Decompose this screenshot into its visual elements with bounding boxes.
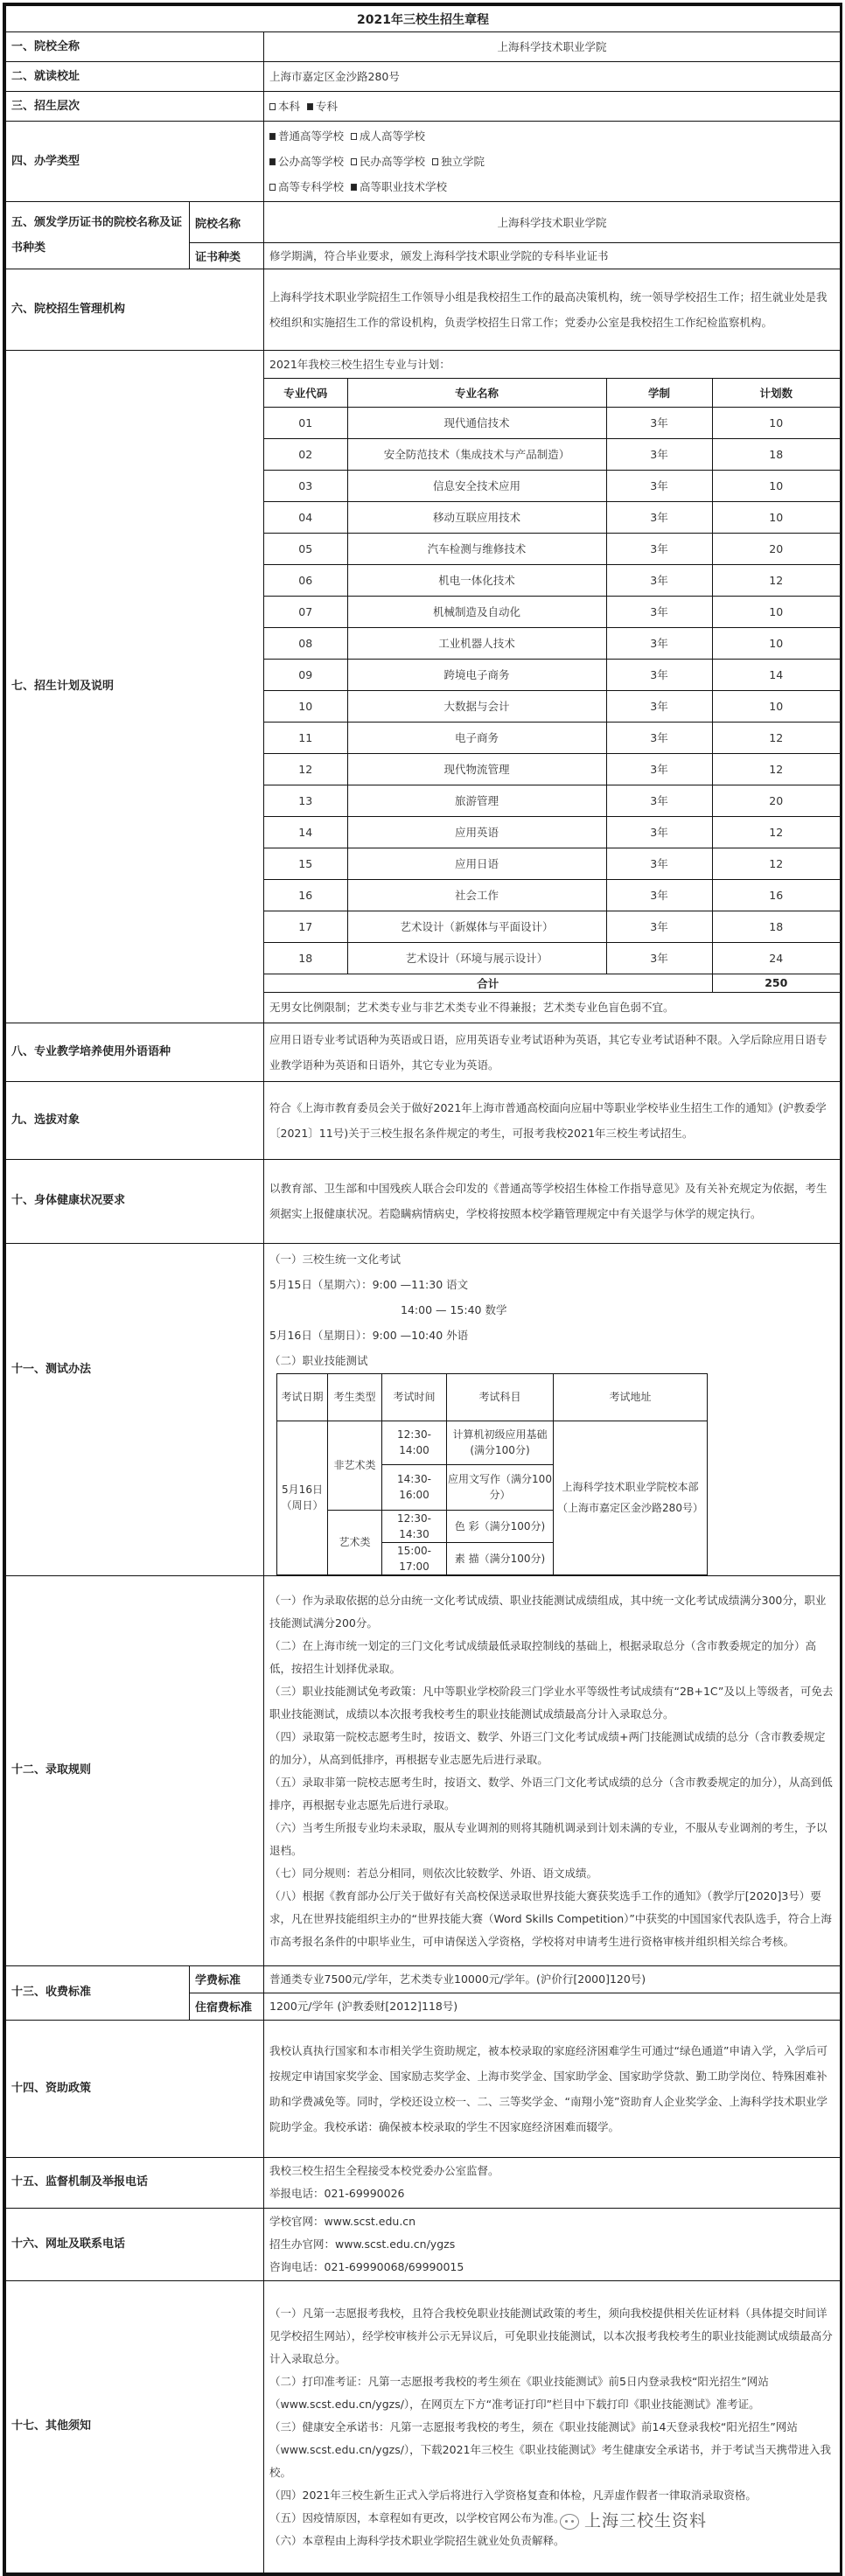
section-5-row-a [6, 202, 841, 243]
rule-item: （五）录取非第一院校志愿考生时，按语文、数学、外语三门文化考试成绩的总分（含市教委规定的加分），从高到低排序，再根据专业志愿先后进行录取。 [269, 1776, 833, 1812]
management-body-text: 上海科学技术职业学院招生工作领导小组是我校招生工作的最高决策机构，统一领导学校招生工作；招生就业处是我校组织和实施招生工作的常设机构，负责学校招生日常工作；党委办公室是我校招生工作纪检监察机构。 [264, 269, 841, 351]
section-7-row [6, 351, 841, 1023]
study-length: 3年 [606, 753, 712, 785]
plan-row [264, 879, 840, 911]
exam-day-1: 5月15日（星期六）：9:00 —11:30 语文 [269, 1277, 469, 1291]
candidate-type: 非艺术类 [328, 1421, 382, 1510]
major-name: 艺术设计（新媒体与平面设计） [347, 911, 606, 942]
plan-count: 24 [712, 942, 840, 974]
exam-day-2: 5月16日（星期日）：9:00 —10:40 外语 [269, 1328, 469, 1342]
total-label: 合计 [264, 974, 712, 992]
plan-count: 10 [712, 690, 840, 722]
admission-charter-document [3, 3, 842, 2576]
major-name: 机械制造及自动化 [347, 596, 606, 627]
plan-count: 12 [712, 848, 840, 879]
study-length: 3年 [606, 942, 712, 974]
checkbox-option: 独立学院 [432, 155, 485, 168]
plan-count: 10 [712, 596, 840, 627]
section-label: 十一、测试办法 [6, 1243, 264, 1575]
major-code: 08 [264, 627, 347, 659]
rule-item: （二）在上海市统一划定的三门文化考试成绩最低录取控制线的基础上，根据录取总分（含市教委规定的加分）高低，按招生计划择优录取。 [269, 1639, 817, 1675]
checkbox-icon [351, 133, 357, 140]
option-line [269, 149, 835, 174]
section-1-row [6, 32, 841, 62]
study-length: 3年 [606, 690, 712, 722]
study-length: 3年 [606, 848, 712, 879]
section-13-row-a [6, 1965, 841, 1993]
option-line [269, 123, 835, 149]
checkbox-option: 民办高等学校 [351, 155, 425, 168]
section-11-row [6, 1243, 841, 1575]
major-code: 09 [264, 659, 347, 690]
plan-count: 10 [712, 407, 840, 438]
column-header: 考试时间 [382, 1373, 447, 1421]
rule-item: （一）作为录取依据的总分由统一文化考试成绩、职业技能测试成绩组成，其中统一文化考试成绩满分300分，职业技能测试满分200分。 [269, 1594, 827, 1630]
section-label: 十四、资助政策 [6, 2020, 264, 2157]
section-label: 八、专业教学培养使用外语语种 [6, 1023, 264, 1081]
plan-count: 10 [712, 501, 840, 533]
plan-row [264, 753, 840, 785]
plan-count: 12 [712, 564, 840, 596]
study-length: 3年 [606, 879, 712, 911]
major-name: 艺术设计（环境与展示设计） [347, 942, 606, 974]
section-9-row [6, 1081, 841, 1159]
rule-item: （三）职业技能测试免考政策：凡中等职业学校阶段三门学业水平等级性考试成绩有“2B+1C”及以上等级者，可免去职业技能测试，成绩以本次报考我校考生的职业技能测试成绩最高分计入录取总分。 [269, 1685, 834, 1721]
plan-row [264, 659, 840, 690]
major-name: 现代物流管理 [347, 753, 606, 785]
enrollment-plan-cell [264, 351, 841, 1023]
section-3-row [6, 92, 841, 122]
total-value: 250 [712, 974, 840, 992]
title-row [6, 6, 841, 32]
major-name: 机电一体化技术 [347, 564, 606, 596]
column-header: 考试科目 [447, 1373, 554, 1421]
plan-row [264, 911, 840, 942]
checkbox-icon [432, 158, 438, 165]
study-length: 3年 [606, 564, 712, 596]
major-code: 11 [264, 722, 347, 753]
major-code: 05 [264, 533, 347, 564]
major-name: 跨境电子商务 [347, 659, 606, 690]
checkbox-icon [307, 103, 313, 110]
financial-aid-text: 我校认真执行国家和本市相关学生资助规定，被本校录取的家庭经济困难学生可通过“绿色通道”申请入学，入学后可按规定申请国家奖学金、国家励志奖学金、上海市奖学金、国家助学金、国家助学贷款、勤工助学岗位、特殊困难补助和学费减免等。同时，学校还设立校一、二、三等奖学金、“南翔小笼”资助育人企业奖学金、上海科学技术职业学院助学金。我校承诺：确保被本校录取的学生不因家庭经济困难而辍学。 [264, 2020, 841, 2157]
study-length: 3年 [606, 470, 712, 501]
column-header: 考试地址 [554, 1373, 708, 1421]
major-code: 12 [264, 753, 347, 785]
plan-count: 18 [712, 911, 840, 942]
checkbox-option: 高等专科学校 [269, 180, 344, 193]
enrollment-plan-table [264, 379, 840, 993]
plan-row [264, 722, 840, 753]
tuition-value: 普通类专业7500元/学年，艺术类专业10000元/学年。(沪价行[2000]120号) [264, 1965, 841, 1993]
plan-header-row [264, 379, 840, 407]
checkbox-icon [269, 133, 276, 140]
exam-day-1-afternoon: 14:00 — 15:40 数学 [401, 1302, 507, 1316]
sub-label: 证书种类 [190, 243, 264, 269]
plan-count: 12 [712, 722, 840, 753]
study-length: 3年 [606, 659, 712, 690]
section-10-row [6, 1159, 841, 1243]
major-name: 应用英语 [347, 816, 606, 848]
checkbox-option: 本科 [269, 100, 300, 113]
exam-method-cell [264, 1243, 841, 1575]
plan-row [264, 942, 840, 974]
issuing-school-name: 上海科学技术职业学院 [264, 202, 841, 243]
section-label: 十、身体健康状况要求 [6, 1159, 264, 1243]
major-code: 02 [264, 438, 347, 470]
contact-info [264, 2208, 841, 2280]
study-length: 3年 [606, 407, 712, 438]
section-4-row [6, 122, 841, 202]
major-code: 18 [264, 942, 347, 974]
column-header: 考试日期 [277, 1373, 328, 1421]
major-name: 电子商务 [347, 722, 606, 753]
page-title: 2021年三校生招生章程 [6, 6, 841, 32]
school-full-name: 上海科学技术职业学院 [264, 32, 841, 62]
major-name: 工业机器人技术 [347, 627, 606, 659]
checkbox-icon [269, 103, 276, 110]
eligibility-text: 符合《上海市教育委员会关于做好2021年上海市普通高校面向应届中等职业学校毕业生招生工作的通知》(沪教委学〔2021〕11号)关于三校生报名条件规定的考生，可报考我校2021年三校生考试招生。 [264, 1081, 841, 1159]
column-header: 考生类型 [328, 1373, 382, 1421]
major-code: 17 [264, 911, 347, 942]
major-code: 06 [264, 564, 347, 596]
section-label: 十七、其他须知 [6, 2280, 264, 2573]
study-length: 3年 [606, 501, 712, 533]
exam-address: 上海科学技术职业学院校本部（上海市嘉定区金沙路280号） [554, 1421, 708, 1574]
admission-rules [264, 1575, 841, 1965]
column-header: 学制 [606, 379, 712, 407]
checkbox-option: 高等职业技术学校 [351, 180, 447, 193]
column-header: 计划数 [712, 379, 840, 407]
section-label: 十六、网址及联系电话 [6, 2208, 264, 2280]
column-header: 专业代码 [264, 379, 347, 407]
exam-time: 12:30-14:00 [382, 1421, 447, 1464]
section-2-row [6, 62, 841, 92]
major-name: 汽车检测与维修技术 [347, 533, 606, 564]
plan-row [264, 501, 840, 533]
exam-date: 5月16日（周日） [277, 1421, 328, 1574]
plan-row [264, 438, 840, 470]
major-name: 社会工作 [347, 879, 606, 911]
major-code: 03 [264, 470, 347, 501]
major-code: 13 [264, 785, 347, 816]
checkbox-icon [269, 158, 276, 165]
plan-row [264, 785, 840, 816]
plan-count: 20 [712, 785, 840, 816]
certificate-type: 修学期满，符合毕业要求，颁发上海科学技术职业学院的专科毕业证书 [264, 243, 841, 269]
section-14-row [6, 2020, 841, 2157]
checkbox-option: 成人高等学校 [351, 129, 425, 143]
plan-row [264, 627, 840, 659]
other-notices [264, 2280, 841, 2573]
plan-row [264, 596, 840, 627]
section-label: 四、办学类型 [6, 122, 264, 202]
section-label: 三、招生层次 [6, 92, 264, 122]
study-length: 3年 [606, 722, 712, 753]
major-name: 安全防范技术（集成技术与产品制造） [347, 438, 606, 470]
rule-item: （七）同分规则：若总分相同，则依次比较数学、外语、语文成绩。 [269, 1867, 598, 1880]
candidate-type: 艺术类 [328, 1510, 382, 1574]
exam-time: 15:00-17:00 [382, 1542, 447, 1574]
study-length: 3年 [606, 627, 712, 659]
major-code: 04 [264, 501, 347, 533]
section-17-row [6, 2280, 841, 2573]
section-6-row [6, 269, 841, 351]
exam-header-row [277, 1373, 708, 1421]
major-name: 大数据与会计 [347, 690, 606, 722]
section-label: 七、招生计划及说明 [6, 351, 264, 1023]
plan-count: 10 [712, 470, 840, 501]
plan-row [264, 848, 840, 879]
skills-test-title: （二）职业技能测试 [269, 1353, 368, 1367]
notice-item: （二）打印准考证：凡第一志愿报考我校的考生须在《职业技能测试》前5日内登录我校“阳光招生”网站（www.scst.edu.cn/ygzs/），在网页左下方“准考证打印”栏目中下载打印《职业技能测试》准考证。 [269, 2374, 769, 2411]
study-length: 3年 [606, 911, 712, 942]
plan-count: 12 [712, 816, 840, 848]
exam-subject: 应用文写作（满分100分） [447, 1464, 554, 1510]
study-length: 3年 [606, 785, 712, 816]
major-name: 信息安全技术应用 [347, 470, 606, 501]
checkbox-icon [269, 184, 276, 191]
checkbox-option: 普通高等学校 [269, 129, 344, 143]
major-code: 10 [264, 690, 347, 722]
section-label: 一、院校全称 [6, 32, 264, 62]
section-label: 二、就读校址 [6, 62, 264, 92]
major-code: 07 [264, 596, 347, 627]
major-code: 15 [264, 848, 347, 879]
plan-count: 14 [712, 659, 840, 690]
report-phone: 举报电话：021-69990026 [269, 2187, 405, 2200]
exam-time: 14:30-16:00 [382, 1464, 447, 1510]
column-header: 专业名称 [347, 379, 606, 407]
notice-item: （三）健康安全承诺书：凡第一志愿报考我校的考生，须在《职业技能测试》前14天登录我校“阳光招生”网站（www.scst.edu.cn/ygzs/），下载2021年三校生《职业技能测试》考生健康安全承诺书，并于考试当天携带进入我校。 [269, 2419, 831, 2479]
study-length: 3年 [606, 438, 712, 470]
major-name: 应用日语 [347, 848, 606, 879]
checkbox-option: 专科 [307, 100, 338, 113]
charter-table [5, 5, 841, 2573]
school-website-link[interactable]: 学校官网：www.scst.edu.cn [269, 2214, 416, 2228]
section-label: 十二、录取规则 [6, 1575, 264, 1965]
notice-item: （四）2021年三校生新生正式入学后将进行入学资格复查和体检，凡弄虚作假者一律取消录取资格。 [269, 2488, 757, 2502]
exam-time: 12:30-14:30 [382, 1510, 447, 1542]
section-label: 六、院校招生管理机构 [6, 269, 264, 351]
admissions-website-link[interactable]: 招生办官网：www.scst.edu.cn/ygzs [269, 2237, 456, 2251]
section-label: 九、选拔对象 [6, 1081, 264, 1159]
plan-row [264, 564, 840, 596]
plan-row [264, 533, 840, 564]
section-15-row [6, 2157, 841, 2208]
major-name: 旅游管理 [347, 785, 606, 816]
level-options [264, 92, 841, 122]
school-type-options [264, 122, 841, 202]
plan-row [264, 690, 840, 722]
exam-subject: 色 彩（满分100分) [447, 1510, 554, 1542]
supervision-info [264, 2157, 841, 2208]
section-label: 十五、监督机制及举报电话 [6, 2157, 264, 2208]
major-code: 14 [264, 816, 347, 848]
major-code: 16 [264, 879, 347, 911]
language-text: 应用日语专业考试语种为英语或日语，应用英语专业考试语种为英语，其它专业考试语种不限。入学后除应用日语专业教学语种为英语和日语外，其它专业为英语。 [264, 1023, 841, 1081]
notice-item: （一）凡第一志愿报考我校，且符合我校免职业技能测试政策的考生，须向我校提供相关佐证材料（具体提交时间详见学校招生网站），经学校审核并公示无异议后，可免职业技能测试，以本次报考我校考生的职业技能测试成绩最高分计入录取总分。 [269, 2306, 833, 2365]
plan-total-row [264, 974, 840, 992]
study-length: 3年 [606, 533, 712, 564]
plan-note: 无男女比例限制；艺术类专业与非艺术类专业不得兼报；艺术类专业色盲色弱不宜。 [269, 1000, 674, 1014]
plan-count: 18 [712, 438, 840, 470]
plan-intro: 2021年我校三校生招生专业与计划： [264, 351, 840, 379]
major-code: 01 [264, 407, 347, 438]
sub-label: 院校名称 [190, 202, 264, 243]
study-length: 3年 [606, 816, 712, 848]
study-length: 3年 [606, 596, 712, 627]
health-text: 以教育部、卫生部和中国残疾人联合会印发的《普通高等学校招生体检工作指导意见》及有关补充规定为依据，考生须据实上报健康状况。若隐瞒病情病史，学校将按照本校学籍管理规定中有关退学与休学的规定执行。 [264, 1159, 841, 1243]
plan-count: 10 [712, 627, 840, 659]
plan-row [264, 470, 840, 501]
skills-test-table [276, 1373, 708, 1575]
checkbox-icon [351, 158, 357, 165]
wechat-icon [560, 2514, 579, 2530]
section-label: 十三、收费标准 [6, 1965, 190, 2020]
option-line [269, 174, 835, 199]
rule-item: （八）根据《教育部办公厅关于做好有关高校保送录取世界技能大赛获奖选手工作的通知》（教学厅[2020]3号）要求，凡在世界技能组织主办的“世界技能大赛（Word Skills Competition）”中获奖的中国国家代表队选手，符合上海市高考报名条件的中职毕业生，可申请保送入学资格，学校将对申请考生进行资格审核并组织相关综合考核。 [269, 1889, 832, 1948]
dorm-fee-value: 1200元/学年 (沪教委财[2012]118号) [264, 1993, 841, 2020]
plan-row [264, 816, 840, 848]
plan-row [264, 407, 840, 438]
plan-count: 16 [712, 879, 840, 911]
sub-label: 学费标准 [190, 1965, 264, 1993]
culture-exam-info [264, 1244, 840, 1373]
section-12-row [6, 1575, 841, 1965]
section-16-row [6, 2208, 841, 2280]
culture-exam-title: （一）三校生统一文化考试 [269, 1252, 402, 1266]
rule-item: （六）当考生所报专业均未录取，服从专业调剂的则将其随机调录到计划未满的专业，不服从专业调剂的考生，予以退档。 [269, 1821, 828, 1857]
plan-count: 20 [712, 533, 840, 564]
plan-count: 12 [712, 753, 840, 785]
wechat-watermark [560, 2508, 707, 2531]
checkbox-option: 公办高等学校 [269, 155, 344, 168]
consult-phone: 咨询电话：021-69990068/69990015 [269, 2259, 464, 2273]
major-name: 现代通信技术 [347, 407, 606, 438]
sub-label: 住宿费标准 [190, 1993, 264, 2020]
rule-item: （四）录取第一院校志愿考生时，按语文、数学、外语三门文化考试成绩+两门技能测试成绩的总分（含市教委规定的加分），从高到低排序，再根据专业志愿先后进行录取。 [269, 1730, 826, 1766]
section-label: 五、颁发学历证书的院校名称及证书种类 [6, 202, 190, 269]
watermark-text: 上海三校生资料 [584, 2511, 708, 2531]
checkbox-icon [351, 184, 357, 191]
notice-item: （五）因疫情原因，本章程如有更改，以学校官网公布为准。 [269, 2510, 565, 2524]
major-name: 移动互联应用技术 [347, 501, 606, 533]
notice-item: （六）本章程由上海科学技术职业学院招生就业处负责解释。 [269, 2533, 565, 2547]
section-8-row [6, 1023, 841, 1081]
exam-subject: 计算机初级应用基础(满分100分) [447, 1421, 554, 1464]
supervision-text: 我校三校生招生全程接受本校党委办公室监督。 [269, 2164, 499, 2177]
exam-subject: 素 描（满分100分) [447, 1542, 554, 1574]
school-address: 上海市嘉定区金沙路280号 [264, 62, 841, 92]
exam-row [277, 1421, 708, 1464]
